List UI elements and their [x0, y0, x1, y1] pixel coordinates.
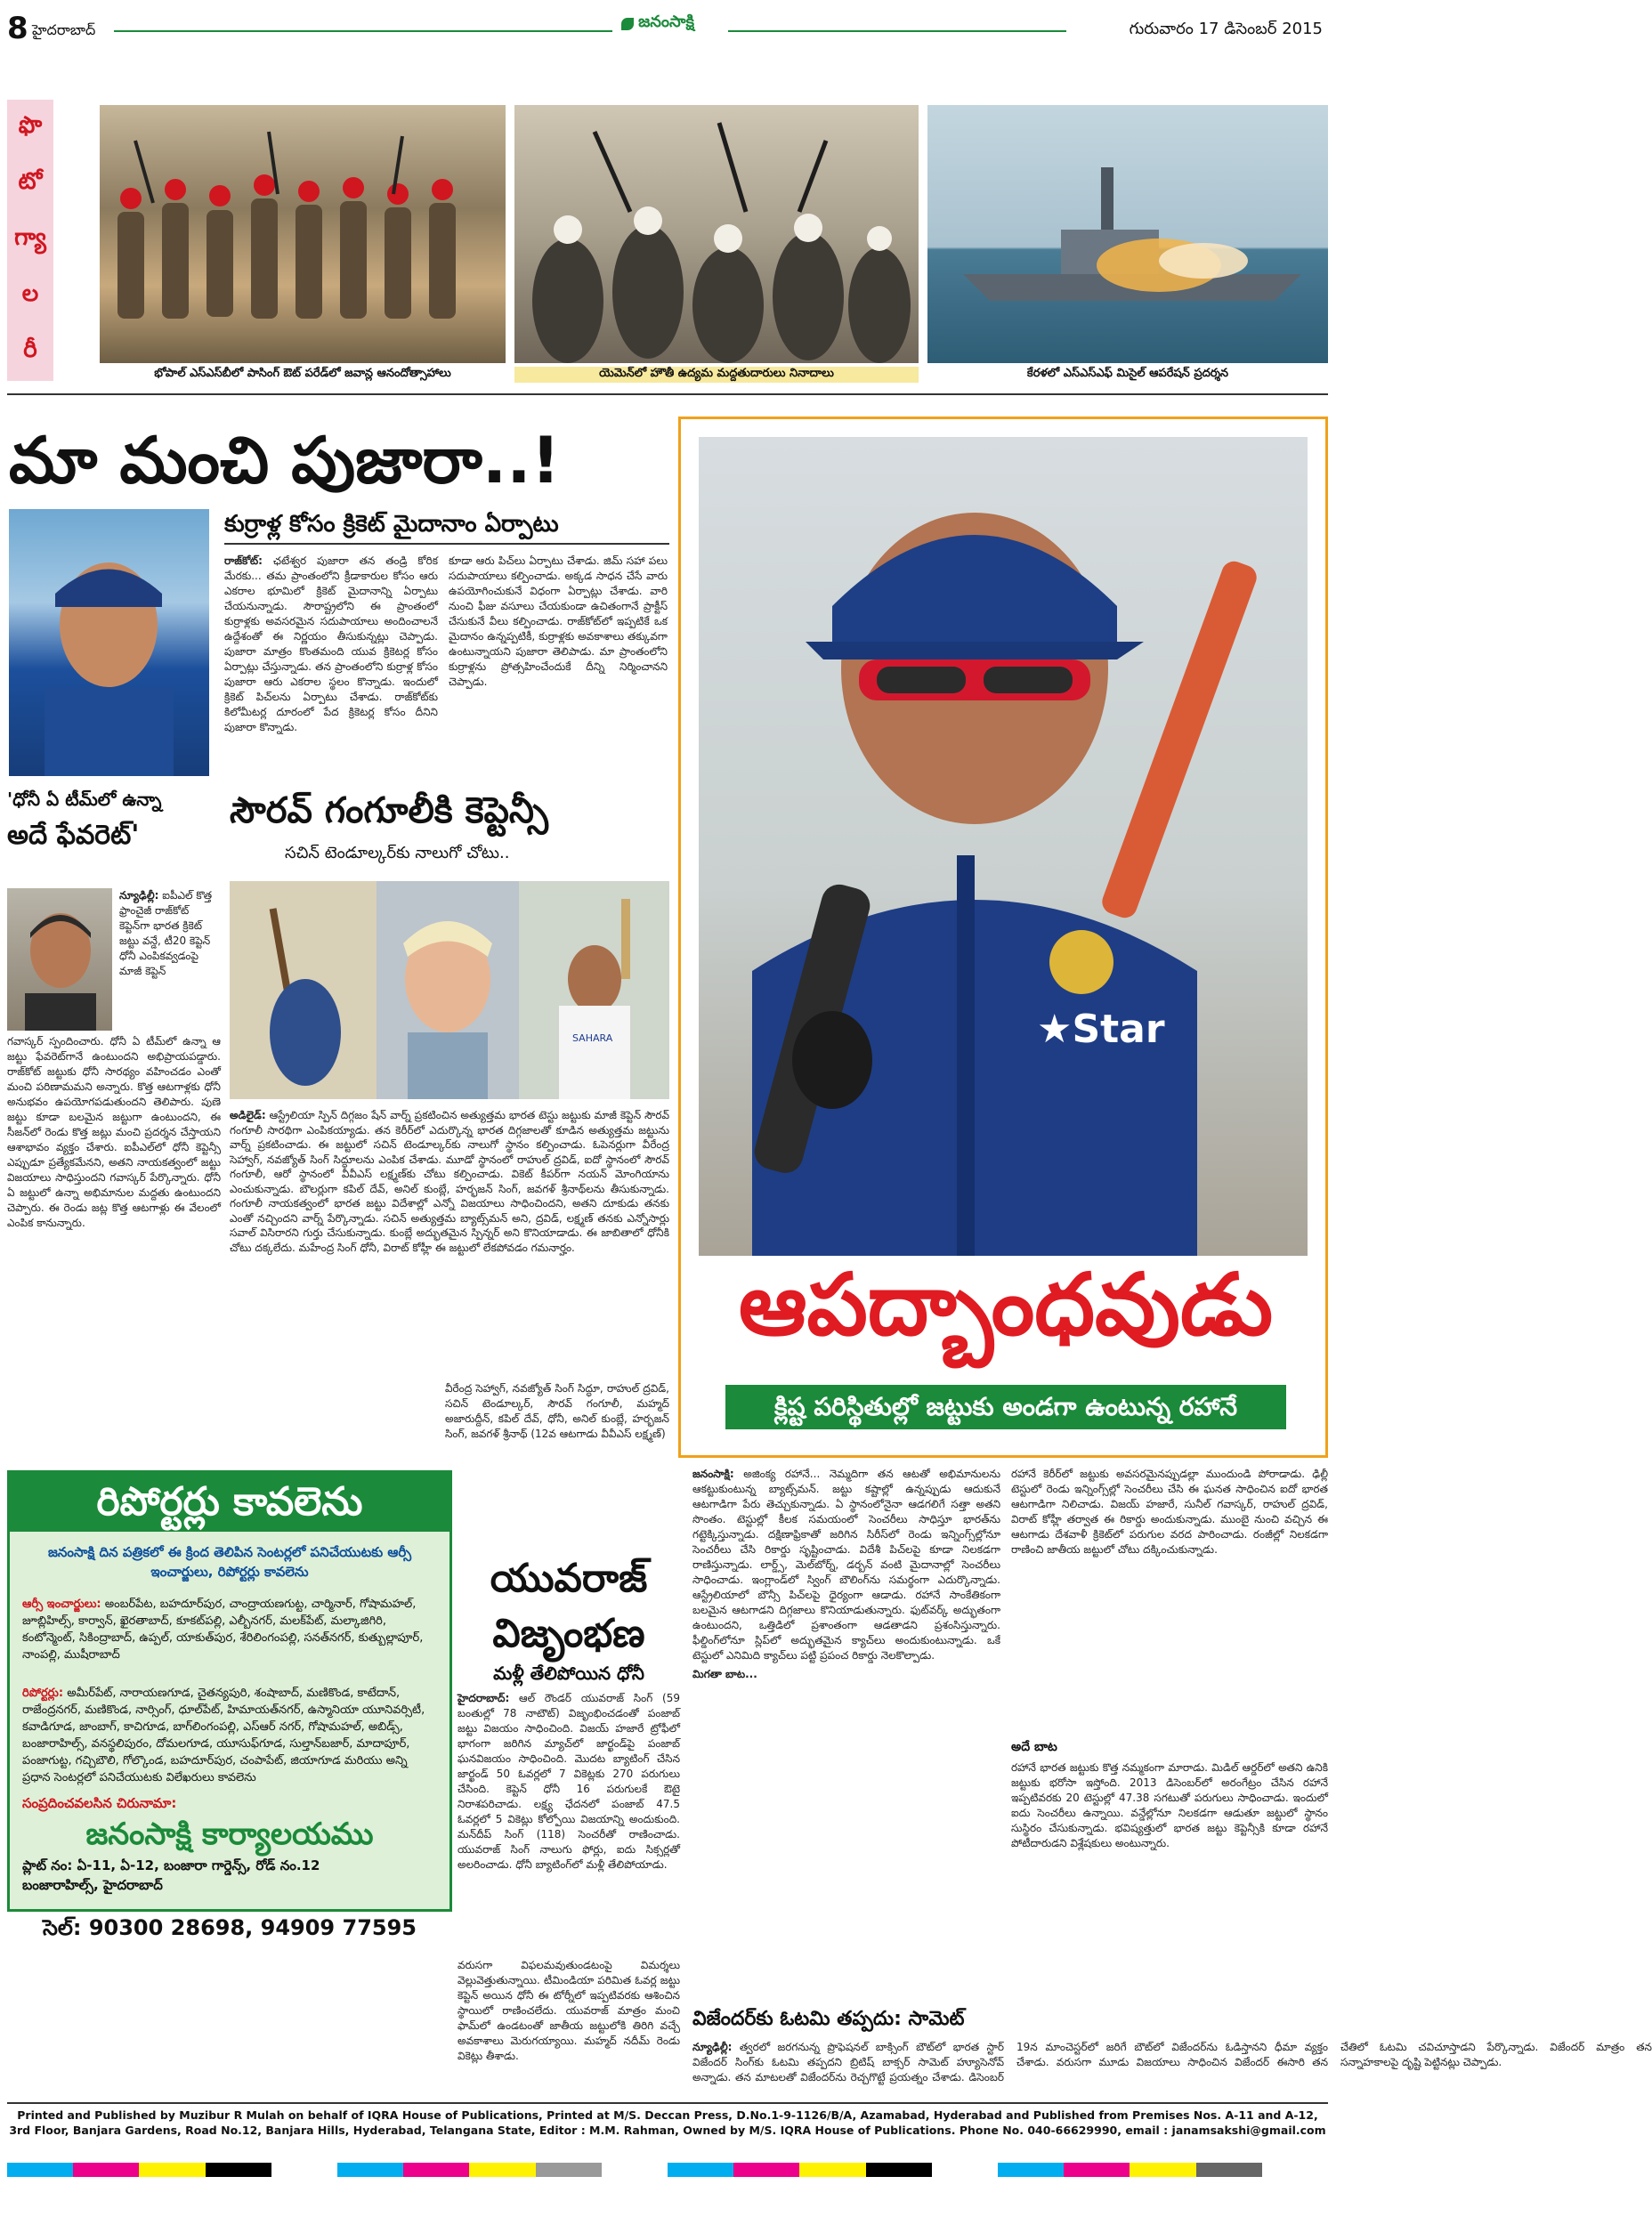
- ad-rc-label: ఆర్సీ ఇంచార్జులు:: [22, 1598, 101, 1611]
- footer-imprint: Printed and Published by Muzibur R Mulah on behalf of IQRA House of Publications, Printed at M/S. Deccan Press, D.No.1-9-1126/B/A, Azamabad, Hyderabad and Published from Premises Nos. A-11 and A-12, 3rd Floor, Banjara Gardens, Road No.12, Banjara Hills, Hyderabad, Telangana State, Editor : M.M. Rahman, Owned by M/S. IQRA House of Publications. Phone No. 040-66629990, email : janamsakshi@gmail.com: [9, 2108, 1326, 2137]
- logo-text: జనంసాక్షి: [638, 12, 694, 31]
- yuvraj-subhead: మళ్లీ తేలిపోయిన ధోనీ: [493, 1663, 644, 1684]
- pujara-subhead-underline: [224, 543, 669, 545]
- ad-address-2: బంజారాహిల్స్, హైదరాబాద్: [22, 1877, 163, 1893]
- rahane-col1: [692, 1467, 1000, 2002]
- page-header: [7, 11, 1328, 53]
- ganguly-team-list: వీరేంద్ర సెహ్వాగ్, నవజ్యోత్ సింగ్ సిద్ధూ, రాహుల్ ద్రవిడ్, సచిన్ టెండూల్కర్, సౌరవ్ గంగూలీ, మహ్మద్ అజారుద్దీన్, కపిల్ దేవ్, ధోనీ, అనిల్ కుంబ్లే, హర్భజన్ సింగ్, జవగళ్ శ్రీనాథ్ (12వ ఆటగాడు వీవీఎస్ లక్ష్మణ్): [445, 1382, 669, 1440]
- rahane-portrait: [699, 437, 1308, 1256]
- ganguly-body: [230, 1108, 669, 1377]
- gallery-photo-parade: [100, 105, 506, 363]
- reporters-ad: [7, 1470, 452, 1912]
- shirt-sponsor-text: SAHARA: [572, 1032, 613, 1044]
- caption-warship: కేరళలో ఎస్ఎస్ఎఫ్ మిసైల్ ఆపరేషన్ ప్రదర్శన: [1026, 367, 1229, 380]
- gavaskar-side-text: ఐపీఎల్ కొత్త ఫ్రాంచైజీ రాజ్‌కోట్ కెప్టెన్‌గా భారత క్రికెట్ జట్టు వన్డే, టీ20 కెప్టెన్ ధోనీ ఎంపికవ్వడంపై మాజీ కెప్టెన్: [119, 889, 213, 977]
- ad-rc-list: అంబర్‌పేట, బహదూర్‌పుర, చాంద్రాయణగుట్ట, చార్మినార్, గోషామహల్, జూబ్లిహిల్స్, కార్వాన్, ఖైరతాబాద్, కూకట్‌పల్లి, ఎల్బీనగర్, మలక్‌పేట్, మల్కాజిగిరి, కంటోన్మెంట్, సికింద్రాబాద్, ఉప్పల్, యాకుత్‌పుర, శేరిలింగంపల్లి, సనత్‌నగర్, కుత్బుల్లాపూర్, నాంపల్లి, ముషీరాబాద్: [22, 1598, 424, 1662]
- pujara-text-2: కూడా ఆరు పిచ్‌లు ఏర్పాటు చేశాడు. జిమ్ సహా పలు సదుపాయాలు కల్పించాడు. అక్కడ సాధన చేసే వారు ఉపయోగించుకునే విధంగా ఏర్పాట్లు చేశాడు. వారి నుంచి ఫీజు వసూలు చేయకుండా ఉచితంగానే ప్రాక్టీస్ చేసుకునే వీలు కల్పించాడు. రాజ్‌కోట్‌లో ఇప్పటికే ఒక మైదానం ఉన్నప్పటికీ, కుర్రాళ్లకు అవకాశాలు తక్కువగా ఉంటున్నాయని పుజారా తెలిపాడు. మా ప్రాంతంలోని కుర్రాళ్లను ప్రోత్సహించేందుకే దీన్ని నిర్మించానని చెప్పాడు.: [449, 554, 668, 688]
- gavaskar-photo: [7, 888, 112, 1031]
- gavaskar-headline-2: అదే ఫేవరెట్': [7, 820, 140, 851]
- ad-office: జనంసాక్షి కార్యాలయము: [85, 1816, 374, 1852]
- gavaskar-headline: [7, 789, 221, 857]
- gavaskar-body: [7, 1034, 221, 1460]
- gallery-char: ఫొ: [18, 111, 43, 139]
- gallery-char: రీ: [23, 336, 37, 364]
- warship-illustration: [927, 105, 1328, 363]
- vijender-text: త్వరలో జరగనున్న ప్రొఫెషనల్ బాక్సింగ్ బౌట్‌లో భారత స్టార్ విజేందర్ సింగ్‌కు ఓటమి తప్పదని బ్రిటిష్ బాక్సర్ సామెట్ హ్యూసెనోవ్ అన్నాడు. తన మాటలతో విజేందర్‌ను రెచ్చగొట్టే ప్రయత్నం చేశాడు. డిసెంబర్ 19న మాంచెస్టర్‌లో జరిగే బౌట్‌లో విజేందర్‌ను ఓడిస్తానని ధీమా వ్యక్తం చేశాడు. వరుసగా మూడు విజయాలు సాధించిన విజేందర్ ఈసారి తన చేతిలో ఓటమి చవిచూస్తాడని పేర్కొన్నాడు. విజేందర్ మాత్రం తన సన్నాహకాలపై దృష్టి పెట్టినట్లు చెప్పాడు.: [692, 2041, 1652, 2083]
- gallery-char: టో: [18, 167, 43, 195]
- rahane-col2b: [1011, 1760, 1328, 2002]
- ad-reporters: [22, 1685, 437, 1786]
- ad-contact-label: సంప్రదించవలసిన చిరునామా:: [22, 1795, 177, 1811]
- pujara-subhead: కుర్రాళ్ల కోసం క్రికెట్ మైదానాం ఏర్పాటు: [224, 511, 559, 538]
- yuvraj-text: ఆల్ రౌండర్ యువరాజ్ సింగ్ (59 బంతుల్లో 78 నాటౌట్) విజృంభించడంతో పంజాబ్ జట్టు విజయం సాధించింది. విజయ్ హజారే ట్రోఫీలో భాగంగా జరిగిన మ్యాచ్‌లో జార్ఖండ్‌పై పంజాబ్ ఘనవిజయం సాధించింది. మొదట బ్యాటింగ్ చేసిన జార్ఖండ్ 50 ఓవర్లలో 7 వికెట్లకు 270 పరుగులు చేసింది. కెప్టెన్ ధోనీ 16 పరుగులకే ఔటై నిరాశపరిచాడు. లక్ష్య ఛేదనలో పంజాబ్ 47.5 ఓవర్లలో 5 వికెట్లు కోల్పోయి విజయాన్ని అందుకుంది. మన్‌దీప్ సింగ్ (118) సెంచరీతో రాణించాడు. యువరాజ్ సింగ్ నాలుగు ఫోర్లు, ఐదు సిక్సర్లతో అలరించాడు. ధోనీ బ్యాటింగ్‌లో మళ్లీ తేలిపోయాడు.: [458, 1692, 680, 1871]
- ad-rep-list: అమీర్‌పేట్, నారాయణగూడ, చైతన్యపురి, శంషాబాద్, మణికొండ, కాటేదాన్, రాజేంద్రనగర్, మణికొండ, నార్సింగ్, ధూల్‌పేట్, హిమాయత్‌నగర్, ఉస్మానియా యూనివర్సిటీ, కవాడిగూడ, జాంబాగ్, కాచిగూడ, బాగ్‌లింగంపల్లి, ఎస్ఆర్ నగర్, గోషామహల్, అబిడ్స్, బంజారాహిల్స్, వనస్థలిపురం, దోమలగూడ, యూసుఫ్‌గూడ, సుల్తాన్‌బజార్, మాదాపూర్, పంజాగుట్ట, గచ్చిబౌలి, గోల్కొండ, బహదూర్‌పుర, చంపాపేట్, జియాగూడ మరియు అన్ని ప్రధాన సెంటర్లలో పనిచేయుటకు విలేఖరులు కావలెను: [22, 1687, 425, 1784]
- pujara-text-1: ఛటేశ్వర పుజారా తన తండ్రి కోరిక మేరకు... తమ ప్రాంతంలోని క్రీడాకారుల కోసం ఆరు ఎకరాల భూమిలో క్రికెట్ మైదానాన్ని ఏర్పాటు చేయనున్నాడు. సౌరాష్ట్రలోని ఈ ప్రాంతంలో కుర్రాళ్లకు అవసరమైన సదుపాయాలు అందించాలనే ఉద్దేశంతో ఈ నిర్ణయం తీసుకున్నట్లు చెప్పాడు. పుజారా మాత్రం కొంతమంది యువ క్రికెటర్ల కోసం ఏర్పాట్లు చేస్తున్నాడు. తన ప్రాంతంలోని కుర్రాళ్ల కోసం పుజారా ఆరు ఎకరాల స్థలం కొన్నాడు. ఇందులో క్రికెట్ పిచ్‌లను ఏర్పాటు చేశాడు. రాజ్‌కోట్‌కు కిలోమీటర్ల దూరంలో పేద క్రికెటర్ల కోసం దీనిని పుజారా కొన్నాడు.: [224, 554, 438, 733]
- ganguly-collage: [230, 881, 669, 1099]
- ad-rep-label: రిపోర్టర్లు:: [22, 1687, 64, 1700]
- yuvraj-body: [458, 1691, 680, 1958]
- rahane-feature-frame: [678, 417, 1328, 1458]
- protest-illustration: [514, 105, 919, 363]
- gallery-photo-yemen: [514, 105, 919, 363]
- gavaskar-dateline: న్యూఢిల్లీ:: [119, 889, 159, 902]
- gavaskar-headline-1: 'ధోనీ ఏ టీమ్‌లో ఉన్నా: [7, 789, 162, 810]
- ganguly-photos: [230, 881, 669, 1099]
- yuvraj-headline: [458, 1556, 680, 1666]
- gallery-photo-warship: [927, 105, 1328, 363]
- color-registration-bar: [7, 2163, 1328, 2177]
- vijender-headline: విజేందర్‌కు ఓటమి తప్పదు: సామెట్: [692, 2008, 965, 2030]
- yuvraj-headline-1: యువరాజ్: [490, 1556, 648, 1601]
- photo-gallery-label: [7, 100, 53, 381]
- vijender-body: [692, 2040, 1652, 2092]
- yuvraj-body-2: [458, 1958, 680, 2092]
- caption-parade: భోపాల్ ఎస్ఎస్‌బీలో పాసింగ్ ఔట్ పరేడ్‌లో జవాన్ల ఆనందోత్సాహాలు: [154, 367, 451, 380]
- gavaskar-text: గవాస్కర్ స్పందించారు. ధోనీ ఏ టీమ్‌లో ఉన్నా ఆ జట్టు ఫేవరెట్‌గానే ఉంటుందని అభిప్రాయపడ్డారు. రాజ్‌కోట్ జట్టుకు ధోనీ సారథ్యం వహించడం ఎంతో మంచి పరిణామమని అన్నారు. కొత్త ఆటగాళ్లకు ధోనీ అనుభవం ఉపయోగపడుతుందని తెలిపారు. పుణె జట్టు కూడా బలమైన జట్టుగా ఉంటుందని, ఈ సీజన్‌లో రెండు కొత్త జట్లు మంచి ప్రదర్శన చేస్తాయని ఆశాభావం వ్యక్తం చేశారు. ఐపీఎల్‌లో ధోనీ కెప్టెన్సీ ఎప్పుడూ ప్రత్యేకమేనని, అతని నాయకత్వంలో జట్టు విజయాలు సాధిస్తుందని గవాస్కర్ పేర్కొన్నారు. ధోనీ ఏ జట్టులో ఉన్నా అభిమానుల మద్దతు ఉంటుందని చెప్పారు. ఈ రెండు జట్ల కొత్త ఆటగాళ్లు ఈ వేలంలో ఎంపిక కానున్నారు.: [7, 1035, 221, 1229]
- ad-phone: సెల్: 90300 28698, 94909 77595: [43, 1915, 417, 1940]
- pujara-headline: మా మంచి పుజారా..!: [9, 423, 561, 498]
- ganguly-text: ఆస్ట్రేలియా స్పిన్ దిగ్గజం షేన్ వార్న్ ప్రకటించిన అత్యుత్తమ భారత టెస్టు జట్టుకు మాజీ కెప్టెన్ సౌరవ్ గంగూలీ సారథిగా ఎంపికయ్యాడు. తన కెరీర్‌లో ఎదుర్కొన్న భారత దిగ్గజాలతో కూడిన అత్యుత్తమ జట్టును వార్న్ ప్రకటించాడు. ఈ జట్టులో సచిన్ టెండూల్కర్‌కు నాలుగో స్థానం కల్పించాడు. ఓపెనర్లుగా వీరేంద్ర సెహ్వాగ్, నవజ్యోత్ సింగ్ సిద్ధూలను ఎంపిక చేశాడు. మూడో స్థానంలో రాహుల్ ద్రవిడ్, ఐదో స్థానంలో సౌరవ్ గంగూలీ, ఆరో స్థానంలో వీవీఎస్ లక్ష్మణ్‌కు చోటు కల్పించాడు. వికెట్ కీపర్‌గా నయన్ మోంగియాను ఎంచుకున్నాడు. బౌలర్లుగా కపిల్ దేవ్, అనిల్ కుంబ్లే, హర్భజన్ సింగ్, జవగళ్ శ్రీనాథ్‌లను తీసుకున్నాడు. గంగూలీ నాయకత్వంలో భారత జట్టు విదేశాల్లో ఎన్నో విజయాలు సాధించిందని, అతని దూకుడు తనకు ఎంతో నచ్చిందని వార్న్ పేర్కొన్నాడు. సచిన్ అత్యుత్తమ బ్యాట్స్‌మన్ అని, ద్రవిడ్, లక్ష్మణ్ తనకు ఎన్నోసార్లు సవాల్ విసిరారని గుర్తు చేసుకున్నాడు. కుంబ్లే అద్భుతమైన స్పిన్నర్ అని కొనియాడాడు. ఈ జాబితాలో ధోనీకి చోటు దక్కలేదు. మహేంద్ర సింగ్ ధోనీ, విరాట్ కోహ్లీ ఈ జట్టులో లేకపోవడం గమనార్హం.: [230, 1109, 669, 1254]
- pujara-dateline: రాజ్‌కోట్:: [224, 554, 263, 567]
- header-city: హైదరాబాద్: [32, 21, 96, 38]
- gallery-captions: [100, 367, 1328, 386]
- ganguly-subhead: సచిన్ టెండూల్కర్‌కు నాలుగో చోటు..: [285, 844, 510, 862]
- pujara-portrait: [9, 509, 209, 776]
- vijender-dateline: న్యూఢిల్లీ:: [692, 2041, 733, 2053]
- gavaskar-side: [119, 888, 219, 1031]
- pujara-col1: [224, 554, 438, 776]
- registration-strip: [7, 2163, 1328, 2177]
- gavaskar-portrait: [7, 888, 112, 1031]
- rahane-col2: [1011, 1467, 1328, 1736]
- rahane-headline: ఆపద్బాంధవుడు: [738, 1255, 1274, 1355]
- ad-title: రిపోర్టర్లు కావలెను: [10, 1473, 449, 1532]
- logo-icon: [621, 18, 634, 30]
- gallery-char: గ్యా: [14, 223, 46, 251]
- yuvraj-dateline: హైదరాబాద్:: [458, 1692, 510, 1704]
- rahane-section-heading: అదే బాట: [1011, 1740, 1057, 1754]
- ganguly-team: [445, 1381, 669, 1460]
- ganguly-dateline: అడిలైడ్:: [230, 1109, 266, 1121]
- soldiers-illustration: [100, 105, 506, 363]
- yuvraj-text-2: వరుసగా విఫలమవుతుండటంపై విమర్శలు వెల్లువెత్తుతున్నాయి. టీమిండియా పరిమిత ఓవర్ల జట్టు కెప్టెన్ అయిన ధోనీ ఈ టోర్నీలో ఇప్పటివరకు ఆశించిన స్థాయిలో రాణించలేదు. యువరాజ్ మాత్రం మంచి ఫామ్‌లో ఉండటంతో జాతీయ జట్టులోకి తిరిగి వచ్చే అవకాశాలు మెరుగయ్యాయి. మహ్మద్ నదీమ్ రెండు వికెట్లు తీశాడు.: [458, 1959, 680, 2062]
- rahane-text-2: రహానే కెరీర్‌లో జట్టుకు అవసరమైనప్పుడల్లా ముందుండి పోరాడాడు. ఢిల్లీ టెస్టులో రెండు ఇన్నింగ్స్‌ల్లో సెంచరీలు చేసి ఈ ఘనత సాధించిన ఐదో భారత ఆటగాడిగా నిలిచాడు. విజయ్ హజారే, సునీల్ గవాస్కర్, రాహుల్ ద్రవిడ్, విరాట్ కోహ్లీ తర్వాత ఈ రికార్డు అందుకున్నాడు. ముంబై నుంచి వచ్చిన ఈ ఆటగాడు దేశవాళీ క్రికెట్‌లో పరుగుల వరద పారించాడు. రంజీల్లో నిలకడగా రాణించి జాతీయ జట్టులో చోటు దక్కించుకున్నాడు.: [1011, 1468, 1328, 1556]
- ad-address: ప్లాట్ నం: ఏ-11, ఏ-12, బంజారా గార్డెన్స్, రోడ్ నం.12: [22, 1857, 320, 1873]
- rahane-photo: [699, 437, 1308, 1256]
- ganguly-headline: సౌరవ్ గంగూలీకి కెప్టెన్సీ: [230, 790, 549, 831]
- header-date: గురువారం 17 డిసెంబర్ 2015: [1129, 20, 1323, 38]
- ad-intro: జనంసాక్షి దిన పత్రికలో ఈ క్రింద తెలిపిన సెంటర్లలో పనిచేయుటకు ఆర్సీ ఇంచార్జులు, రిపోర్టర్లు కావలెను: [47, 1544, 412, 1580]
- page-number: 8: [7, 11, 28, 46]
- rahane-text-1: అజింక్య రహానే... నెమ్మదిగా తన ఆటతో అభిమానులను ఆకట్టుకుంటున్న బ్యాట్స్‌మన్. జట్టు కష్టాల్లో ఉన్నప్పుడు ఆదుకునే ఆటగాడిగా పేరు తెచ్చుకున్నాడు. ఏ స్థానంలోనైనా ఆడగలిగే సత్తా అతని సొంతం. టెస్టుల్లో కీలక సమయంలో సెంచరీలు సాధిస్తూ భారత్‌ను గట్టెక్కిస్తున్నాడు. దక్షిణాఫ్రికాతో జరిగిన సిరీస్‌లో రెండు ఇన్నింగ్స్‌ల్లోనూ సెంచరీలు చేసి రికార్డు సృష్టించాడు. విదేశీ పిచ్‌లపై కూడా నిలకడగా రాణిస్తున్నాడు. లార్డ్స్, మెల్‌బోర్న్, డర్బన్ వంటి మైదానాల్లో సెంచరీలు సాధించాడు. ఇంగ్లాండ్‌లో స్వింగ్ బౌలింగ్‌ను సమర్థంగా ఎదుర్కొన్నాడు. ఆస్ట్రేలియాలో బౌన్సీ పిచ్‌లపై ధైర్యంగా ఆడాడు. రహానే సాంకేతికంగా బలమైన ఆటగాడని దిగ్గజాలు కొనియాడుతున్నారు. ఫుట్‌వర్క్ అద్భుతంగా ఉంటుందని, ఒత్తిడిలో ప్రశాంతంగా ఆడతాడని ప్రశంసిస్తున్నారు. ఫీల్డింగ్‌లోనూ స్లిప్‌లో అద్భుతమైన క్యాచ్‌లు అందుకుంటున్నాడు. ఒకే టెస్టులో ఎనిమిది క్యాచ్‌లు పట్టి ప్రపంచ రికార్డు నెలకొల్పాడు.: [692, 1468, 1000, 1662]
- rahane-more: మిగతా బాట...: [692, 1668, 757, 1680]
- rahane-text-3: రహానే భారత జట్టుకు కొత్త నమ్మకంగా మారాడు. మిడిల్ ఆర్డర్‌లో అతని ఉనికి జట్టుకు భరోసా ఇస్తోంది. 2013 డిసెంబర్‌లో అరంగేట్రం చేసిన రహానే ఇప్పటివరకు 20 టెస్టుల్లో 47.38 సగటుతో పరుగులు సాధించాడు. ఇందులో ఐదు సెంచరీలు ఉన్నాయి. వన్డేల్లోనూ నిలకడగా ఆడుతూ జట్టులో స్థానం సుస్థిరం చేసుకున్నాడు. భవిష్యత్తులో భారత జట్టు కెప్టెన్సీకి కూడా రహానే పోటీదారుడని విశ్లేషకులు అంటున్నారు.: [1011, 1761, 1328, 1849]
- footer-rule: [7, 2102, 1328, 2104]
- caption-yemen: యెమెన్‌లో హౌతీ ఉద్యమ మద్దతుదారులు నినాదాలు: [514, 367, 919, 383]
- yuvraj-headline-2: విజృంభణ: [492, 1611, 645, 1656]
- header-rule-right: [728, 30, 1066, 32]
- masthead-logo: [621, 12, 719, 44]
- header-rule-left: [114, 30, 612, 32]
- gallery-char: ల: [21, 280, 39, 308]
- rahane-dateline: జనంసాక్షి:: [692, 1468, 734, 1480]
- pujara-col2: [449, 554, 668, 776]
- gallery-bottom-rule: [7, 393, 1328, 395]
- rahane-subhead: క్లిష్ట పరిస్థితుల్లో జట్టుకు అండగా ఉంటున్న రహానే: [725, 1385, 1286, 1429]
- ad-rc: [22, 1596, 437, 1663]
- jersey-sponsor-text: ★Star: [1037, 1007, 1165, 1052]
- pujara-photo: [9, 509, 209, 776]
